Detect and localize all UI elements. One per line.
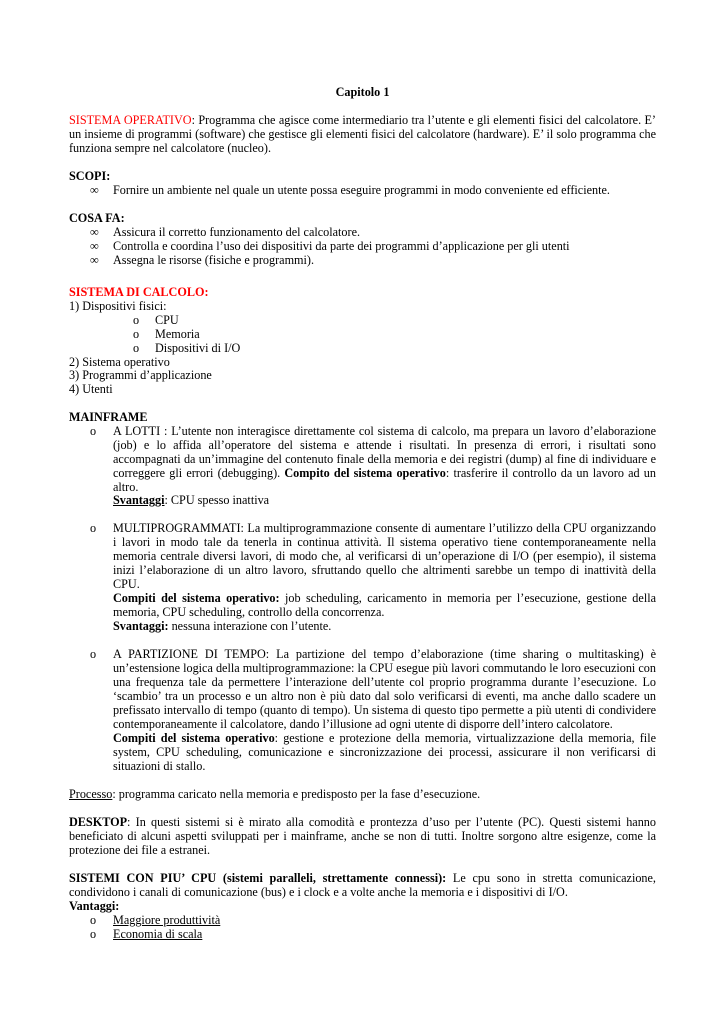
list-item: 4) Utenti [69,382,113,397]
sub-list-item: o Memoria [133,326,200,341]
sub-list-item: o Dispositivi di I/O [133,340,241,355]
a-lotti-svantaggi: Svantaggi: CPU spesso inattiva [113,493,270,507]
sistema-operativo-heading: SISTEMA OPERATIVO [69,113,192,127]
multiprogrammati-paragraph: MULTIPROGRAMMATI: La multiprogrammazione consente di aumentare l’utilizzo della CPU organizzando i lavori in modo tale da tenerla in continua attività. Il sistema operativo tiene contemporaneamente nella memoria centrale diversi lavori, di modo che, al verificarsi di un’operazione di I/O (per esempio), il sistema inizi l’elaborazione di un altro lavoro, sfruttando quello che altrimenti sarebbe un tempo di inattività della CPU. [113,521,656,591]
list-item: 1) Dispositivi fisici: [69,299,167,313]
multi-cpu-paragraph: SISTEMI CON PIU’ CPU (sistemi paralleli, strettamente connessi): Le cpu sono in stretta comunicazione, condividono i canali di comunicazione (bus) e i clock e a volte anche la memoria e i dispositivi di I/O. [69,871,656,899]
scopi-list [69,184,656,198]
list-item: ∞ Fornire un ambiente nel quale un utente possa eseguire programmi in modo conveniente ed efficiente. [90,183,610,197]
list-item: o Maggiore produttività [90,913,221,927]
processo-paragraph: Processo: programma caricato nella memoria e predisposto per la fase d’esecuzione. [69,787,481,801]
infinity-bullet-icon: ∞ [90,252,99,267]
sistema-di-calcolo-heading: SISTEMA DI CALCOLO: [69,285,209,299]
circle-bullet-icon: o [133,312,140,327]
sub-list-item: o CPU [133,312,179,327]
list-item: ∞ Assicura il corretto funzionamento del calcolatore. [90,225,361,239]
circle-bullet-icon: o [133,326,140,341]
circle-bullet-icon: o [133,340,140,355]
sistema-di-calcolo-list [69,300,656,397]
infinity-bullet-icon: ∞ [90,183,99,197]
partizione-tempo-paragraph: A PARTIZIONE DI TEMPO: La partizione del tempo d’elaborazione (time sharing o multitasking) è un’estensione logica della multiprogrammazione: la CPU esegue più lavori commutando le loro esecuzioni con una frequenza tale da permettere l’interazione dell’utente col proprio programma durante l’esecuzione. Lo ‘scambio’ tra un processo e un altro non è più dato dal solo verificarsi di eventi, ma anche dallo scadere un prefissato intervallo di tempo (quanto di tempo). Un sistema di questo tipo permette a più utenti di condividere contemporaneamente il calcolatore, dando l’illusione ad ogni utente di disporre dell’intero calcolatore. [113,647,656,731]
vantaggi-list [69,914,656,942]
circle-bullet-icon: o [90,647,97,661]
scopi-heading: SCOPI: [69,169,111,183]
cosa-fa-list [69,226,656,268]
infinity-bullet-icon: ∞ [90,238,99,253]
chapter-title: Capitolo 1 [335,85,390,99]
circle-bullet-icon: o [90,913,97,927]
partizione-tempo-compiti: Compiti del sistema operativo: gestione e protezione della memoria, virtualizzazione della memoria, file system, CPU scheduling, comunicazione e sincronizzazione dei processi, assicurare il non verificarsi di situazioni di stallo. [113,731,656,773]
circle-bullet-icon: o [90,521,97,535]
circle-bullet-icon: o [90,926,97,941]
cosa-fa-heading: COSA FA: [69,211,125,225]
sistema-operativo-paragraph [69,114,656,156]
list-item: 2) Sistema operativo [69,354,170,369]
infinity-bullet-icon: ∞ [90,225,99,239]
vantaggi-heading: Vantaggi: [69,899,120,913]
list-item: ∞ Controlla e coordina l’uso dei dispositivi da parte dei programmi d’applicazione per gli utenti [90,238,570,253]
list-item: 3) Programmi d’applicazione [69,368,212,383]
list-item: ∞ Assegna le risorse (fisiche e programmi). [90,252,315,267]
multiprogrammati-compiti: Compiti del sistema operativo: job scheduling, caricamento in memoria per l’esecuzione, gestione della memoria, CPU scheduling, controllo della concorrenza. [113,591,656,619]
list-item: o Economia di scala [90,926,203,941]
circle-bullet-icon: o [90,424,97,438]
sistema-operativo-text: : Programma che agisce come intermediario tra l’utente e gli elementi fisici del calcolatore. E’ un insieme di programmi (software) che gestisce gli elementi fisici del calcolatore (hardware). E’ il solo programma che funziona sempre nel calcolatore (nucleo). [69,113,656,155]
multiprogrammati-svantaggi: Svantaggi: nessuna interazione con l’utente. [113,619,332,633]
desktop-paragraph: DESKTOP: In questi sistemi si è mirato alla comodità e prontezza d’uso per l’utente (PC). Questi sistemi hanno beneficiato di alcuni aspetti sviluppati per i mainframe, anche se non di tutti. Inoltre sorgono altre esigenze, come la protezione dei file a estranei. [69,815,656,857]
a-lotti-paragraph: A LOTTI : L’utente non interagisce direttamente col sistema di calcolo, ma prepara un lavoro d’elaborazione (job) e lo affida all’operatore del sistema e attende i risultati. In presenza di errori, i risultati sono accompagnati da un’immagine del contenuto finale della memoria e dei registri (dump) al fine di individuare e correggere gli errori (debugging). Compito del sistema operativo: trasferire il controllo da un lavoro ad un altro. [113,424,656,494]
mainframe-heading: MAINFRAME [69,410,148,424]
